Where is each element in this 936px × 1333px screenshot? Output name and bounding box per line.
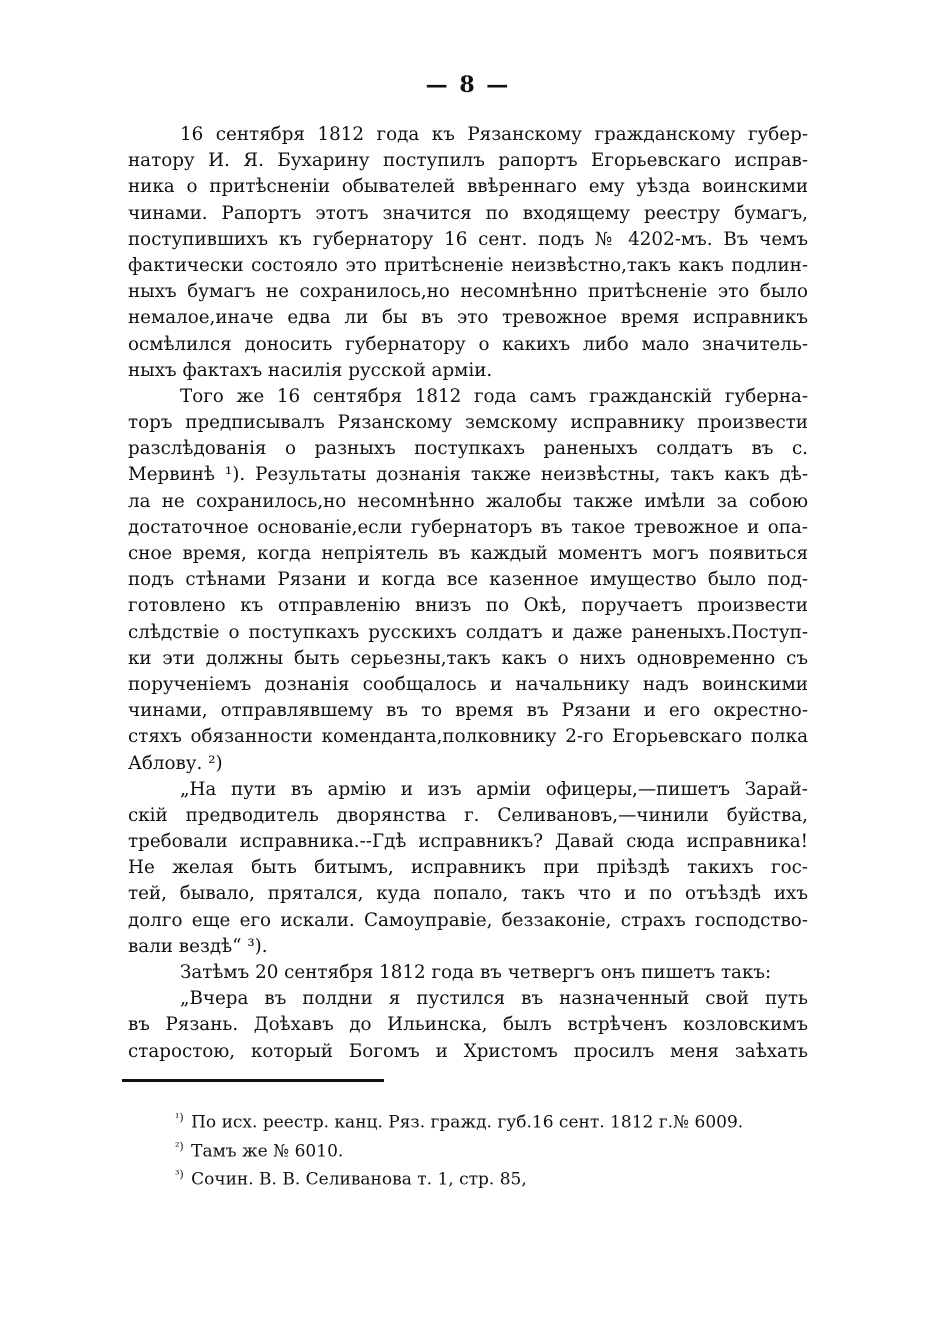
text-line: слѣдствіе о поступкахъ русскихъ солдатъ и даже раненыхъ.Поступ- [128,621,808,643]
text-line: чинами, отправлявшему въ то время въ Рязани и его окрестно- [128,700,808,722]
text-line: поступившихъ къ губернатору 16 сент. подъ № 4202-мъ. Въ чемъ [128,228,808,250]
text-line: въ Рязань. Доѣхавъ до Ильинска, былъ встрѣченъ козловскимъ [128,1014,808,1036]
text-line: Аблову. ²) [128,752,223,774]
text-line: чинами. Рапортъ этотъ значится по входящему реестру бумагъ, [128,202,808,224]
footnote-mark: ¹) [175,1111,184,1124]
footnote [175,1135,815,1164]
footnote [175,1163,815,1192]
text-line: разслѣдованія о разныхъ поступкахъ раненыхъ солдатъ въ с. [128,438,808,460]
text-line: фактически состояло это притѣсненіе неизвѣстно,такъ какъ подлин- [128,254,808,276]
footnote-text: Тамъ же № 6010. [185,1141,344,1162]
text-line: порученіемъ дознанія сообщалось и начальнику надъ воинскими [128,673,808,695]
text-line: ныхъ бумагъ не сохранилось,но несомнѣнно притѣсненіе это было [128,281,808,303]
text-line: „На пути въ армію и изъ арміи офицеры,—пишетъ Зарай- [180,778,808,800]
footnote [175,1106,815,1135]
footnotes [175,1106,815,1192]
footnote-text: Сочин. В. В. Селиванова т. 1, стр. 85, [185,1169,527,1190]
text-line: 16 сентября 1812 года къ Рязанскому гражданскому губер- [180,124,808,145]
text-line: Того же 16 сентября 1812 года самъ гражданскій губерна- [180,385,808,407]
text-line: скій предводитель дворянства г. Селивановъ,—чинили буйства, [128,804,808,826]
text-line: готовлено къ отправленію внизъ по Окѣ, поручаетъ произвести [128,595,808,617]
text-line: тей, бывало, прятался, куда попало, такъ что и по отъѣздѣ ихъ [128,883,808,905]
text-line: Затѣмъ 20 сентября 1812 года въ четвергъ онъ пишетъ такъ: [180,962,772,983]
text-line: требовали исправника.--Гдѣ исправникъ? Давай сюда исправника! [128,831,808,853]
text-line: стяхъ обязанности коменданта,полковнику 2-го Егорьевскаго полка [128,726,808,748]
text-line: старостою, который Богомъ и Христомъ просилъ меня заѣхать [128,1040,808,1062]
text-line: немалое,иначе едва ли бы въ это тревожное время исправникъ [128,307,808,329]
text-line: подъ стѣнами Рязани и когда все казенное имущество было под- [128,569,808,591]
footnote-mark: ³) [175,1168,184,1182]
text-line: торъ предписывалъ Рязанскому земскому исправнику произвести [128,412,808,434]
text-line: достаточное основаніе,если губернаторъ въ такое тревожное и опа- [128,516,808,538]
text-line: ныхъ фактахъ насилія русской арміи. [128,359,493,381]
text-line: ки эти должны быть серьезны,такъ какъ о нихъ одновременно съ [128,647,808,669]
body-text [128,122,808,1065]
footnote-text: По исх. реестр. канц. Ряз. гражд. губ.16 сент. 1812 г.№ 6009. [185,1112,744,1133]
text-line: „Вчера въ полдни я пустился въ назначенный свой путь [180,988,808,1010]
text-line: ника о притѣсненіи обывателей ввѣреннаго ему уѣзда воинскими [128,176,808,198]
text-line: долго еще его искали. Самоуправіе, беззаконіе, страхъ господство- [128,909,808,931]
text-line: натору И. Я. Бухарину поступилъ рапортъ Егорьевскаго исправ- [128,150,808,172]
text-line: осмѣлился доносить губернатору о какихъ либо мало значитель- [128,333,808,355]
text-line: вали вездѣ“ ³). [128,935,268,957]
text-line: сное время, когда непріятель въ каждый моментъ могъ появиться [128,543,808,564]
footnote-mark: ²) [175,1139,184,1153]
text-line: Мервинѣ ¹). Результаты дознанія также неизвѣстны, такъ какъ дѣ- [128,464,808,486]
text-line: ла не сохранилось,но несомнѣнно жалобы также имѣли за собою [128,490,808,512]
text-line: Не желая быть битымъ, исправникъ при пріѣздѣ такихъ гос- [128,857,808,879]
footnote-separator-rule [122,1079,384,1082]
page-number: — 8 — [425,72,511,98]
